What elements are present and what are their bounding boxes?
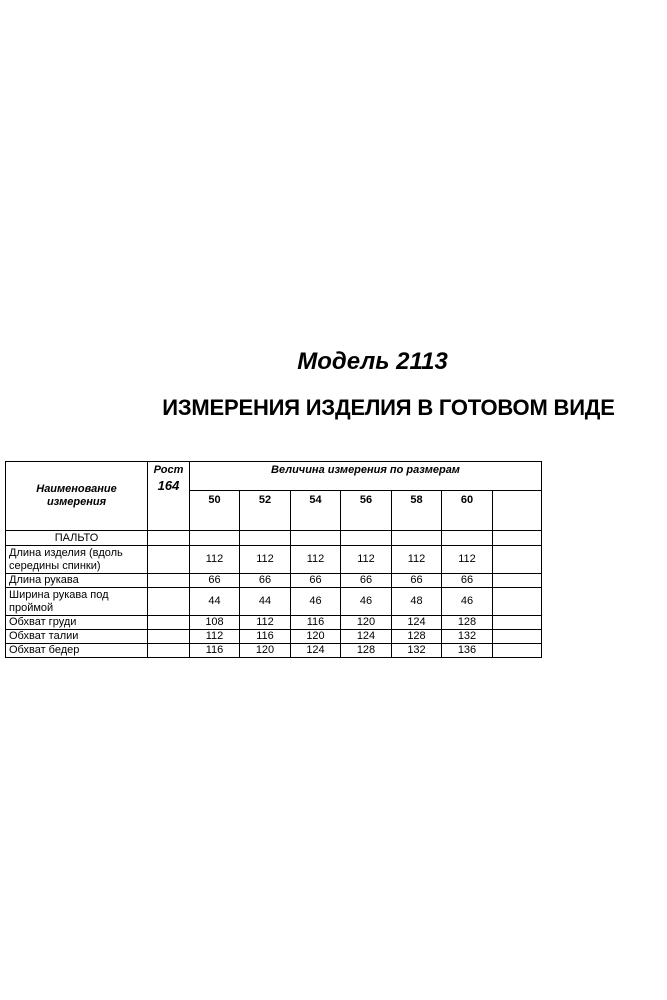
height-cell	[148, 630, 190, 644]
empty-cell	[442, 531, 493, 546]
value-cell: 132	[442, 630, 493, 644]
value-cell: 108	[190, 616, 240, 630]
value-cell: 116	[190, 644, 240, 658]
table-row	[6, 546, 542, 574]
empty-cell	[190, 531, 240, 546]
value-cell: 46	[442, 588, 493, 616]
table-row	[6, 644, 542, 658]
value-cell: 66	[392, 574, 442, 588]
row-name: Длина изделия (вдоль середины спинки)	[6, 546, 148, 574]
size-empty	[493, 491, 542, 531]
empty-cell	[493, 531, 542, 546]
height-label: Рост	[153, 464, 184, 476]
empty-cell	[493, 574, 542, 588]
empty-cell	[240, 531, 291, 546]
empty-cell	[493, 546, 542, 574]
value-cell: 136	[442, 644, 493, 658]
table-row	[6, 588, 542, 616]
value-cell: 112	[190, 630, 240, 644]
row-name: Обхват бедер	[6, 644, 148, 658]
table-row	[6, 630, 542, 644]
row-name: Обхват груди	[6, 616, 148, 630]
value-cell: 116	[291, 616, 341, 630]
empty-cell	[493, 588, 542, 616]
value-cell: 120	[291, 630, 341, 644]
value-cell: 112	[291, 546, 341, 574]
value-cell: 124	[341, 630, 392, 644]
value-cell: 66	[240, 574, 291, 588]
row-name: Длина рукава	[6, 574, 148, 588]
empty-cell	[493, 630, 542, 644]
value-cell: 120	[341, 616, 392, 630]
header-sizes: Величина измерения по размерам	[190, 462, 542, 491]
value-cell: 112	[240, 616, 291, 630]
value-cell: 128	[442, 616, 493, 630]
value-cell: 116	[240, 630, 291, 644]
size-54: 54	[291, 491, 341, 531]
value-cell: 46	[341, 588, 392, 616]
height-cell	[148, 616, 190, 630]
value-cell: 66	[442, 574, 493, 588]
value-cell: 124	[392, 616, 442, 630]
height-cell	[148, 574, 190, 588]
value-cell: 132	[392, 644, 442, 658]
table-row	[6, 616, 542, 630]
empty-cell	[392, 531, 442, 546]
empty-cell	[341, 531, 392, 546]
value-cell: 112	[442, 546, 493, 574]
empty-cell	[291, 531, 341, 546]
value-cell: 46	[291, 588, 341, 616]
measurements-table	[5, 461, 542, 658]
value-cell: 44	[240, 588, 291, 616]
page-title: ИЗМЕРЕНИЯ ИЗДЕЛИЯ В ГОТОВОМ ВИДЕ	[162, 395, 615, 420]
height-cell	[148, 588, 190, 616]
value-cell: 128	[392, 630, 442, 644]
size-52: 52	[240, 491, 291, 531]
empty-cell	[493, 616, 542, 630]
value-cell: 48	[392, 588, 442, 616]
value-cell: 112	[190, 546, 240, 574]
height-cell	[148, 644, 190, 658]
empty-cell	[493, 644, 542, 658]
row-name: Ширина рукава под проймой	[6, 588, 148, 616]
empty-cell	[148, 531, 190, 546]
size-58: 58	[392, 491, 442, 531]
value-cell: 112	[240, 546, 291, 574]
value-cell: 120	[240, 644, 291, 658]
value-cell: 128	[341, 644, 392, 658]
size-56: 56	[341, 491, 392, 531]
table-row	[6, 574, 542, 588]
size-50: 50	[190, 491, 240, 531]
value-cell: 66	[291, 574, 341, 588]
header-name: Наименование измерения	[6, 462, 148, 531]
height-value: 164	[157, 478, 180, 493]
value-cell: 44	[190, 588, 240, 616]
height-cell	[148, 546, 190, 574]
size-60: 60	[442, 491, 493, 531]
value-cell: 112	[341, 546, 392, 574]
value-cell: 112	[392, 546, 442, 574]
value-cell: 66	[341, 574, 392, 588]
value-cell: 124	[291, 644, 341, 658]
row-name: Обхват талии	[6, 630, 148, 644]
model-title: Модель 2113	[297, 348, 448, 375]
header-height	[148, 462, 190, 531]
value-cell: 66	[190, 574, 240, 588]
section-label: ПАЛЬТО	[6, 531, 148, 546]
